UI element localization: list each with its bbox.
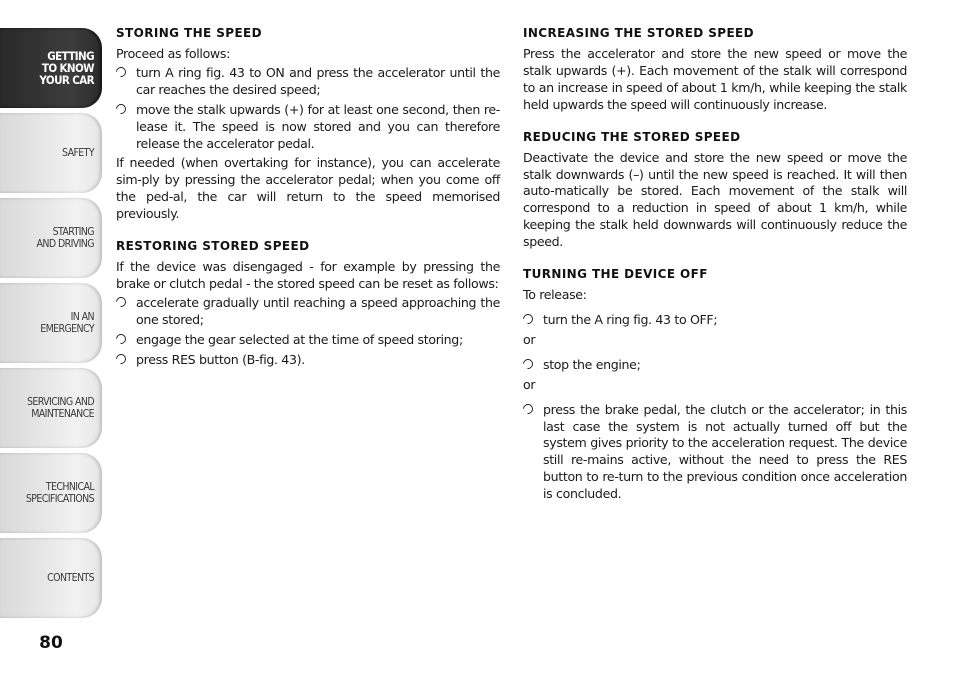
heading-increasing-speed: INCREASING THE STORED SPEED bbox=[523, 26, 755, 40]
list-item bbox=[523, 357, 907, 374]
tab-technical-specifications[interactable] bbox=[0, 453, 102, 533]
paragraph: If the device was disengaged - for example by pressing the brake or clutch pedal - the stored speed can be reset as follows: bbox=[116, 259, 500, 291]
tab-contents[interactable] bbox=[0, 538, 102, 618]
tab-label: CONTENTS bbox=[47, 572, 94, 584]
bullet-icon bbox=[114, 295, 128, 309]
paragraph: If needed (when overtaking for instance), you can accelerate sim-ply by pressing the accelerator pedal; when you come off the ped-al, the car will return to the speed memorised previously. bbox=[116, 155, 500, 222]
section-sidebar bbox=[0, 28, 102, 623]
list-item bbox=[116, 332, 500, 349]
list-item-text: press RES button (B-fig. 43). bbox=[136, 351, 305, 367]
tab-label: STARTING AND DRIVING bbox=[36, 226, 94, 250]
list-item-text: stop the engine; bbox=[543, 356, 641, 372]
list-item-text: turn the A ring fig. 43 to OFF; bbox=[543, 311, 718, 327]
list-item bbox=[116, 295, 500, 329]
tab-label: TECHNICAL SPECIFICATIONS bbox=[25, 481, 94, 505]
bullet-icon bbox=[114, 102, 128, 116]
list-item-text: engage the gear selected at the time of speed storing; bbox=[136, 331, 463, 347]
list-item bbox=[523, 402, 907, 503]
bullet-icon bbox=[521, 402, 535, 416]
left-column bbox=[116, 26, 500, 372]
tab-starting-and-driving[interactable] bbox=[0, 198, 102, 278]
list-item bbox=[523, 312, 907, 329]
list-item-text: accelerate gradually until reaching a speed approaching the one stored; bbox=[136, 294, 500, 327]
list-item bbox=[116, 65, 500, 99]
heading-turning-device-off: TURNING THE DEVICE OFF bbox=[523, 267, 708, 282]
list-item-text: turn A ring fig. 43 to ON and press the accelerator until the car reaches the desired speed; bbox=[136, 64, 500, 97]
heading-restoring-speed: RESTORING STORED SPEED bbox=[116, 239, 310, 254]
bullet-icon bbox=[114, 65, 128, 79]
heading-reducing-speed: REDUCING THE STORED SPEED bbox=[523, 129, 741, 144]
list-item-text: move the stalk upwards (+) for at least one second, then re-lease it. The speed is now stored and you can therefore release the accelerator pedal. bbox=[136, 101, 500, 151]
tab-safety[interactable] bbox=[0, 113, 102, 193]
page-number: 80 bbox=[39, 633, 63, 653]
paragraph: Deactivate the device and store the new speed or move the stalk downwards (–) until the new speed is reached. It will then auto-matically be stored. Each movement of the stalk will correspond to a reduction in speed of about 1 km/h, while keeping the stalk held downwards will continuously reduce the speed. bbox=[523, 149, 907, 250]
right-column bbox=[523, 26, 907, 506]
list-item-text: press the brake pedal, the clutch or the accelerator; in this last case the system is not actually turned off but the system gives priority to the acceleration request. The device still re-mains active, without the need to press the RES button to re-turn to the previous condition once acceleration is concluded. bbox=[543, 401, 907, 502]
tab-label: SAFETY bbox=[62, 147, 94, 159]
tab-servicing-and-maintenance[interactable] bbox=[0, 368, 102, 448]
tab-label: IN AN EMERGENCY bbox=[40, 311, 94, 335]
list-item bbox=[116, 102, 500, 153]
heading-storing-speed: STORING THE SPEED bbox=[116, 26, 263, 40]
paragraph: Press the accelerator and store the new speed or move the stalk upwards (+). Each movement of the stalk will correspond to an increase in speed of about 1 km/h, while keeping the stalk held upwards the speed will continuously increase. bbox=[523, 46, 907, 112]
bullet-icon bbox=[521, 357, 535, 371]
bullet-icon bbox=[114, 332, 128, 346]
bullet-icon bbox=[114, 352, 128, 366]
list-item bbox=[116, 352, 500, 369]
bullet-icon bbox=[521, 312, 535, 326]
tab-label: SERVICING AND MAINTENANCE bbox=[27, 396, 94, 420]
tab-in-an-emergency[interactable] bbox=[0, 283, 102, 363]
tab-getting-to-know-your-car[interactable] bbox=[0, 28, 102, 108]
paragraph: To release: bbox=[523, 287, 587, 303]
tab-label: GETTING TO KNOW YOUR CAR bbox=[39, 49, 94, 87]
paragraph: Proceed as follows: bbox=[116, 46, 230, 61]
or-separator: or bbox=[523, 331, 536, 347]
or-separator: or bbox=[523, 376, 536, 392]
